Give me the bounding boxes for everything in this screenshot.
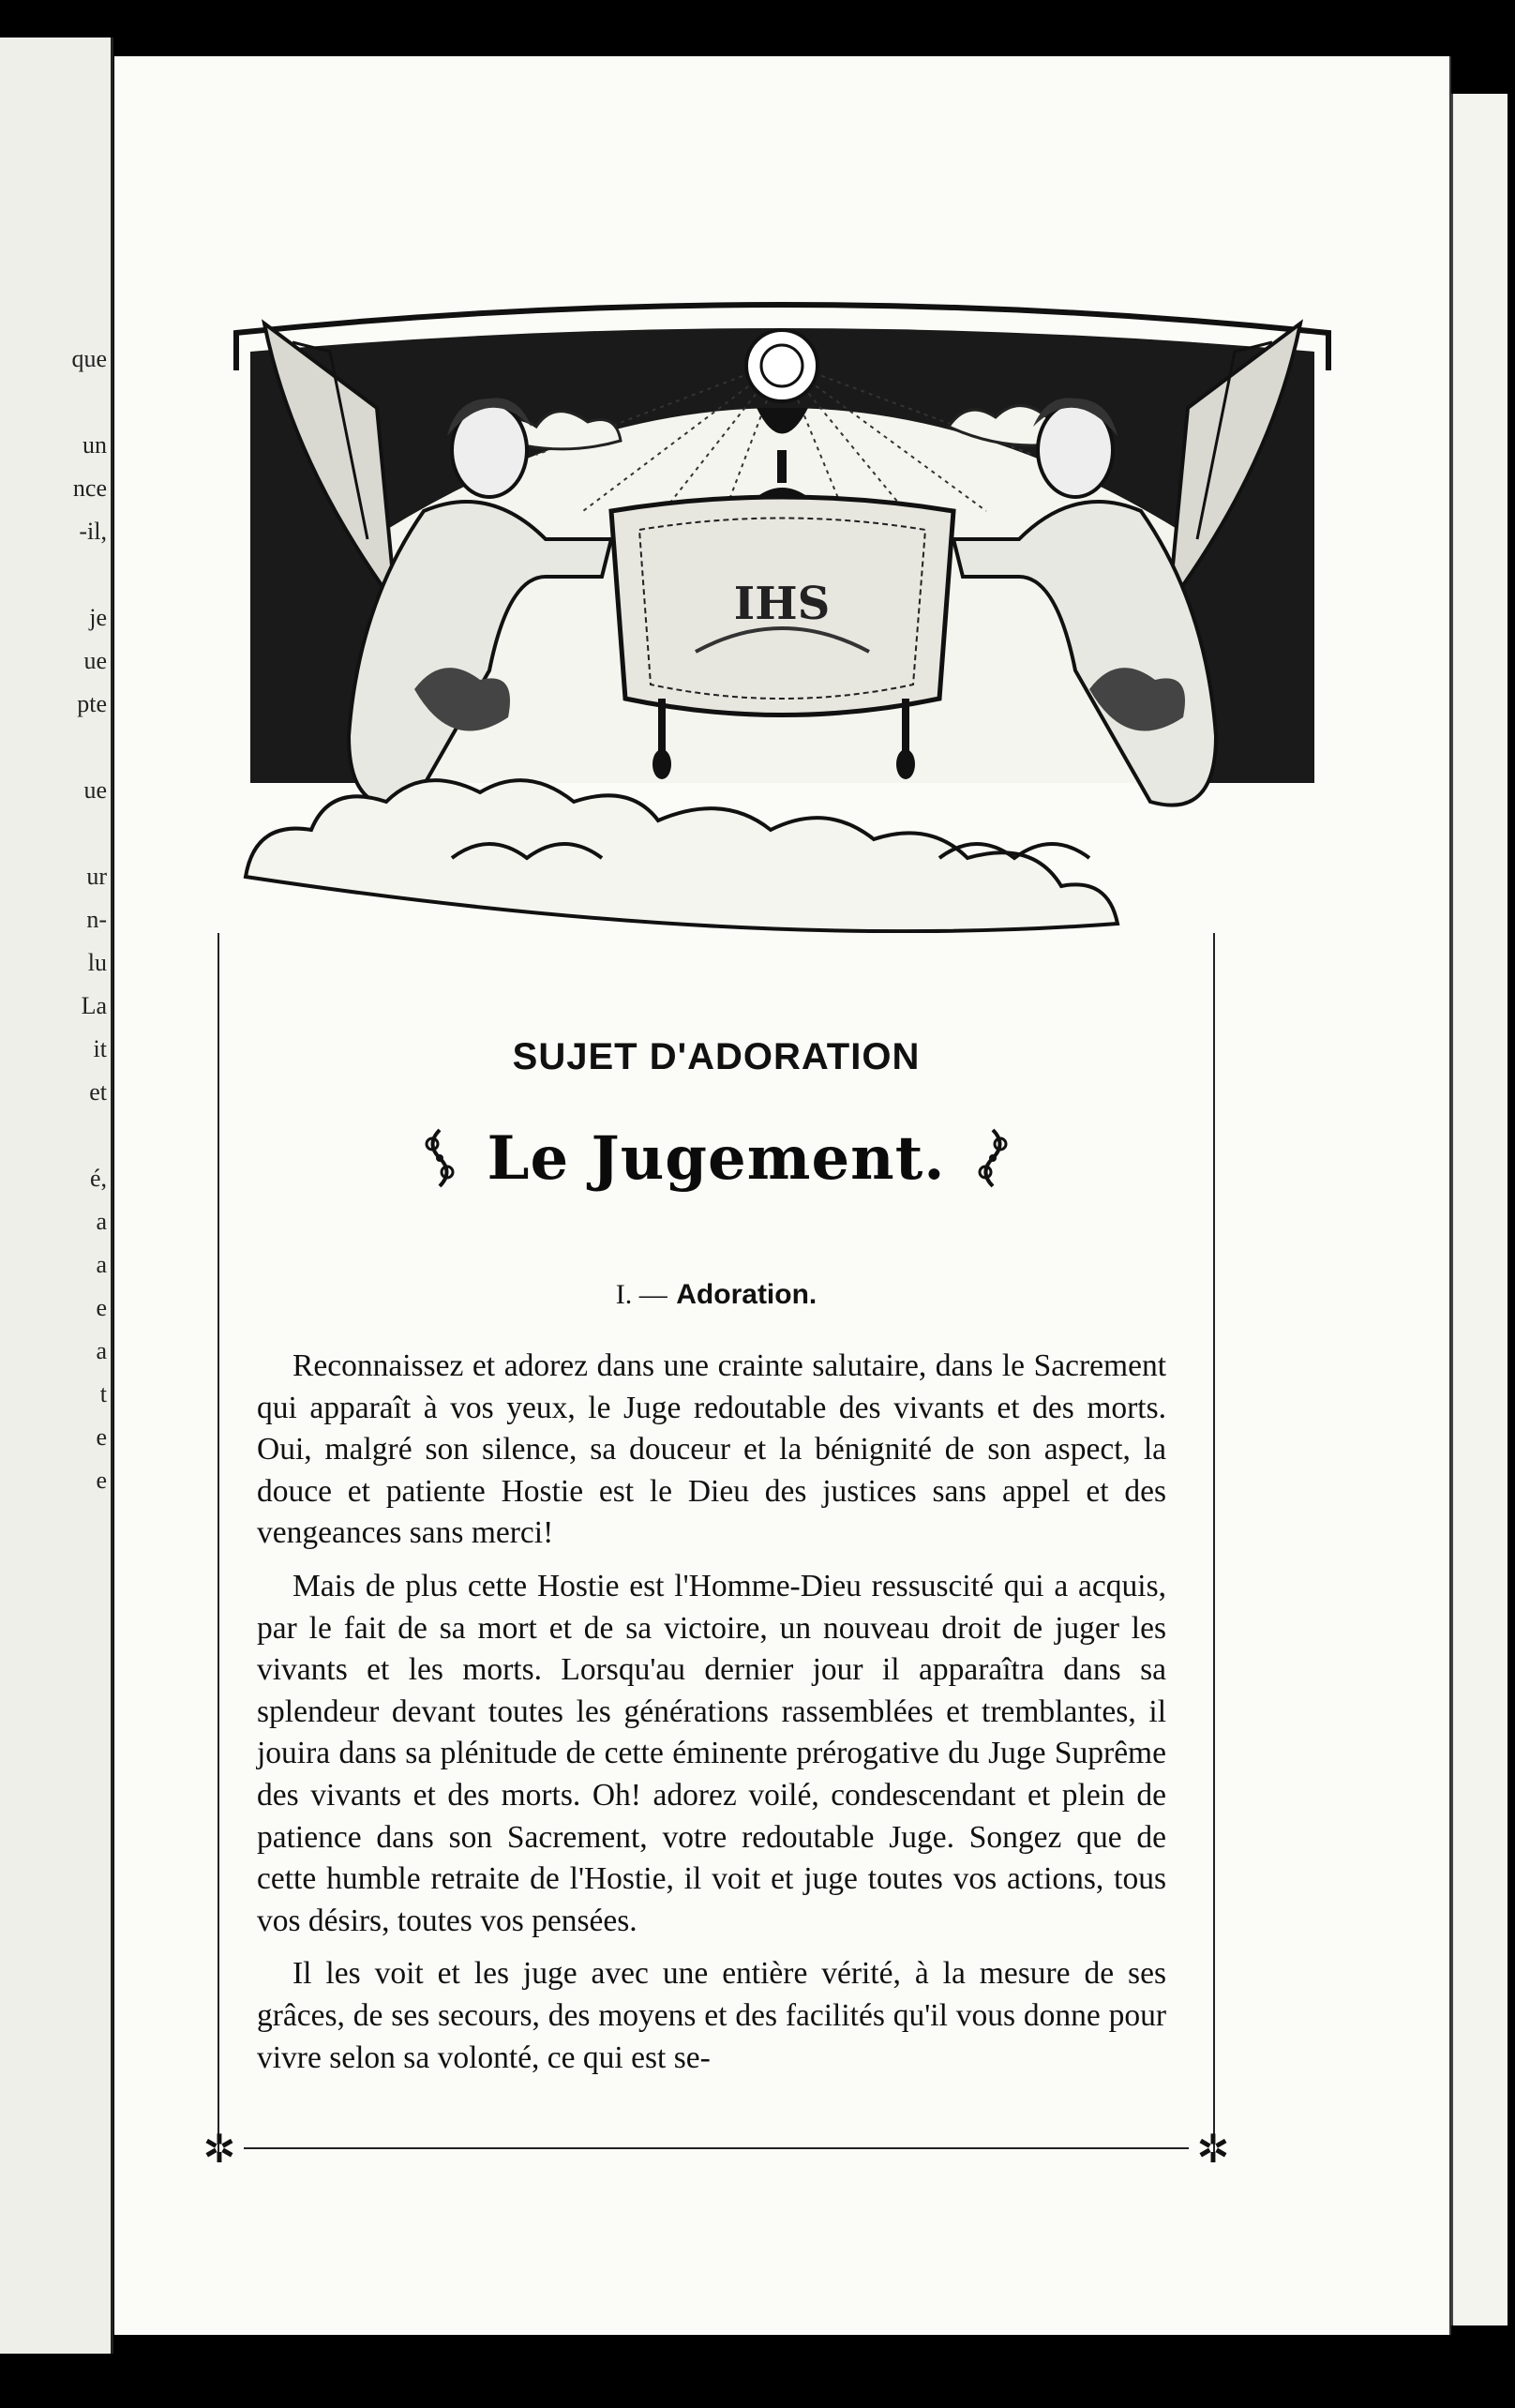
facing-line: e: [96, 1294, 107, 1321]
section-title: Adoration.: [676, 1279, 818, 1310]
title-row: [218, 1116, 1215, 1200]
facing-line: e: [96, 1467, 107, 1494]
facing-line: pte: [77, 690, 107, 717]
fleuron-right-icon: [974, 1125, 1012, 1191]
facing-line: que: [71, 345, 107, 372]
facing-line: ue: [83, 647, 107, 674]
angels-header-illustration: [208, 295, 1357, 933]
facing-line: [4, 726, 107, 769]
facing-line: it: [93, 1035, 107, 1062]
facing-line: t: [99, 1380, 107, 1407]
facing-line: a: [96, 1208, 107, 1235]
facing-line: [4, 1114, 107, 1157]
body-text: [257, 1346, 1166, 2090]
star-ornament-icon: ✲: [202, 2126, 236, 2172]
section-heading: [218, 1278, 1215, 1311]
facing-line: lu: [87, 949, 107, 976]
book-page: [114, 56, 1449, 2335]
page-title: Le Jugement.: [487, 1122, 946, 1194]
facing-line: un: [82, 431, 107, 459]
facing-page-text: [4, 338, 107, 1502]
facing-line: a: [96, 1337, 107, 1364]
paragraph: Mais de plus cette Hostie est l'Homme-Dieu ressuscité qui a acquis, par le fait de sa mort et de sa victoire, un nouveau droit de juger les vivants et les morts. Lorsqu'au dernier jour il apparaîtra dans sa splendeur devant toutes les générations rassemblées et tremblantes, il jouira dans sa plénitude de cette éminente prérogative du Juge Suprême des vivants et des morts. Oh! adorez voilé, condescendant et plein de patience dans son Sacrement, votre redoutable Juge. Songez que de cette humble retraite de l'Hostie, il voit et juge toutes vos actions, tous vos désirs, toutes vos pensées.: [257, 1568, 1166, 1938]
facing-line: nce: [72, 474, 107, 502]
ihs-monogram: IHS: [733, 578, 831, 630]
facing-line: e: [96, 1423, 107, 1451]
frame-rule-bottom: [244, 2147, 1189, 2149]
facing-line: et: [89, 1078, 107, 1106]
subject-heading: SUJET D'ADORATION: [512, 1036, 921, 1077]
section-number: I. —: [615, 1279, 668, 1310]
text-frame: [202, 933, 1230, 2172]
page-edge: [1451, 94, 1508, 2325]
facing-line: a: [96, 1251, 107, 1278]
paragraph: Il les voit et les juge avec une entière vérité, à la mesure de ses grâces, de ses secours, des moyens et des facilités qu'il vous donne pour vivre selon sa volonté, ce qui est se-: [257, 1956, 1166, 2075]
facing-page: [0, 38, 113, 2354]
facing-line: -il,: [79, 518, 107, 545]
facing-line: ue: [83, 776, 107, 804]
facing-line: é,: [89, 1165, 107, 1192]
paragraph: Reconnaissez et adorez dans une crainte salutaire, dans le Sacrement qui apparaît à vos yeux, le Juge redoutable des vivants et des morts. Oui, malgré son silence, sa douceur et la bénignité de son aspect, la douce et patiente Hostie est le Dieu des justices sans appel et des vengeances sans merci!: [257, 1348, 1166, 1551]
facing-line: [4, 812, 107, 855]
facing-line: ur: [86, 863, 107, 890]
facing-line: je: [89, 604, 107, 631]
star-ornament-icon: ✲: [1196, 2126, 1230, 2172]
facing-line: [4, 553, 107, 596]
facing-line: La: [81, 992, 107, 1019]
facing-line: n-: [86, 906, 107, 933]
facing-line: [4, 381, 107, 424]
fleuron-left-icon: [421, 1125, 458, 1191]
